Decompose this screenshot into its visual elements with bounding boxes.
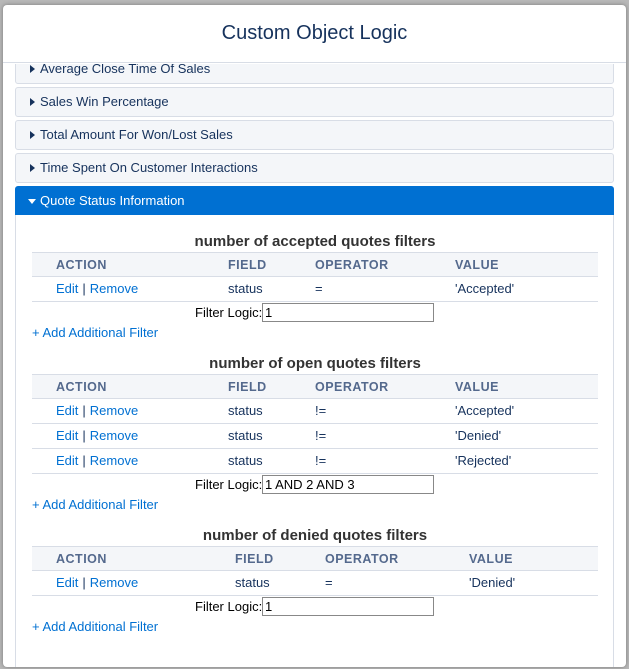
- remove-link[interactable]: Remove: [89, 453, 139, 468]
- caret-right-icon: [30, 164, 35, 172]
- remove-link[interactable]: Remove: [89, 403, 139, 418]
- filter-logic-label: Filter Logic:: [195, 305, 263, 320]
- row-operator: !=: [315, 403, 327, 418]
- row-operator: =: [325, 575, 333, 590]
- filter-logic-line: [32, 474, 598, 496]
- filter-logic-input[interactable]: [262, 303, 434, 322]
- filter-logic-input[interactable]: [262, 475, 434, 494]
- col-field: FIELD: [228, 380, 267, 394]
- filter-block-title: number of denied quotes filters: [202, 527, 428, 544]
- edit-link[interactable]: Edit: [56, 428, 79, 443]
- action-separator: |: [82, 453, 86, 468]
- row-field: status: [228, 428, 263, 443]
- edit-link[interactable]: Edit: [56, 453, 79, 468]
- filter-logic-label: Filter Logic:: [195, 477, 263, 492]
- section-time-spent-customer-interactions[interactable]: [15, 153, 614, 183]
- col-action: ACTION: [56, 552, 107, 566]
- row-field: status: [228, 403, 263, 418]
- filter-block-accepted: [32, 232, 598, 342]
- table-row: [32, 571, 598, 596]
- edit-link[interactable]: Edit: [56, 403, 79, 418]
- section-sales-win-percentage[interactable]: [15, 87, 614, 117]
- col-field: FIELD: [228, 258, 267, 272]
- filter-block-title: number of accepted quotes filters: [194, 233, 436, 250]
- col-value: VALUE: [455, 380, 499, 394]
- row-field: status: [235, 575, 270, 590]
- custom-object-logic-modal: [3, 5, 626, 667]
- add-additional-filter-link[interactable]: + Add Additional Filter: [32, 325, 159, 340]
- section-label: Total Amount For Won/Lost Sales: [40, 127, 233, 142]
- row-actions: [56, 449, 138, 473]
- quote-status-panel: [15, 215, 614, 667]
- filter-logic-label: Filter Logic:: [195, 599, 263, 614]
- edit-link[interactable]: Edit: [56, 575, 79, 590]
- section-label: Average Close Time Of Sales: [40, 64, 211, 76]
- filter-logic-line: [32, 302, 598, 324]
- table-row: [32, 424, 598, 449]
- edit-link[interactable]: Edit: [56, 281, 79, 296]
- filter-block-title: number of open quotes filters: [209, 355, 421, 372]
- table-header: [32, 374, 598, 399]
- remove-link[interactable]: Remove: [89, 281, 139, 296]
- action-separator: |: [82, 403, 86, 418]
- action-separator: |: [82, 575, 86, 590]
- modal-title: Custom Object Logic: [221, 22, 408, 44]
- row-value: 'Rejected': [455, 453, 512, 468]
- modal-header: [3, 5, 626, 63]
- caret-right-icon: [30, 98, 35, 106]
- col-operator: OPERATOR: [315, 258, 389, 272]
- row-value: 'Denied': [469, 575, 516, 590]
- section-total-amount-won-lost[interactable]: [15, 120, 614, 150]
- row-operator: !=: [315, 428, 327, 443]
- table-row: [32, 277, 598, 302]
- row-operator: !=: [315, 453, 327, 468]
- remove-link[interactable]: Remove: [89, 575, 139, 590]
- table-row: [32, 449, 598, 474]
- section-average-close-time[interactable]: [15, 64, 614, 84]
- table-header: [32, 546, 598, 571]
- row-actions: [56, 424, 138, 448]
- section-label: Quote Status Information: [40, 193, 185, 208]
- caret-right-icon: [30, 65, 35, 73]
- col-operator: OPERATOR: [315, 380, 389, 394]
- table-row: [32, 399, 598, 424]
- remove-link[interactable]: Remove: [89, 428, 139, 443]
- caret-down-icon: [28, 199, 36, 204]
- section-label: Sales Win Percentage: [40, 94, 169, 109]
- row-field: status: [228, 453, 263, 468]
- section-label: Time Spent On Customer Interactions: [40, 160, 258, 175]
- add-additional-filter-link[interactable]: + Add Additional Filter: [32, 497, 159, 512]
- col-field: FIELD: [235, 552, 274, 566]
- section-quote-status-information[interactable]: [15, 186, 614, 216]
- action-separator: |: [82, 428, 86, 443]
- caret-right-icon: [30, 131, 35, 139]
- col-operator: OPERATOR: [325, 552, 399, 566]
- col-value: VALUE: [455, 258, 499, 272]
- add-additional-filter-link[interactable]: + Add Additional Filter: [32, 619, 159, 634]
- row-actions: [56, 399, 138, 423]
- table-header: [32, 252, 598, 277]
- col-value: VALUE: [469, 552, 513, 566]
- row-operator: =: [315, 281, 323, 296]
- filter-block-denied: [32, 526, 598, 636]
- row-value: 'Denied': [455, 428, 502, 443]
- row-value: 'Accepted': [455, 281, 515, 296]
- filter-logic-line: [32, 596, 598, 618]
- row-actions: [56, 277, 138, 301]
- filter-block-open: [32, 354, 598, 514]
- col-action: ACTION: [56, 380, 107, 394]
- row-actions: [56, 571, 138, 595]
- col-action: ACTION: [56, 258, 107, 272]
- row-value: 'Accepted': [455, 403, 515, 418]
- action-separator: |: [82, 281, 86, 296]
- modal-body[interactable]: [3, 64, 626, 667]
- filter-logic-input[interactable]: [262, 597, 434, 616]
- row-field: status: [228, 281, 263, 296]
